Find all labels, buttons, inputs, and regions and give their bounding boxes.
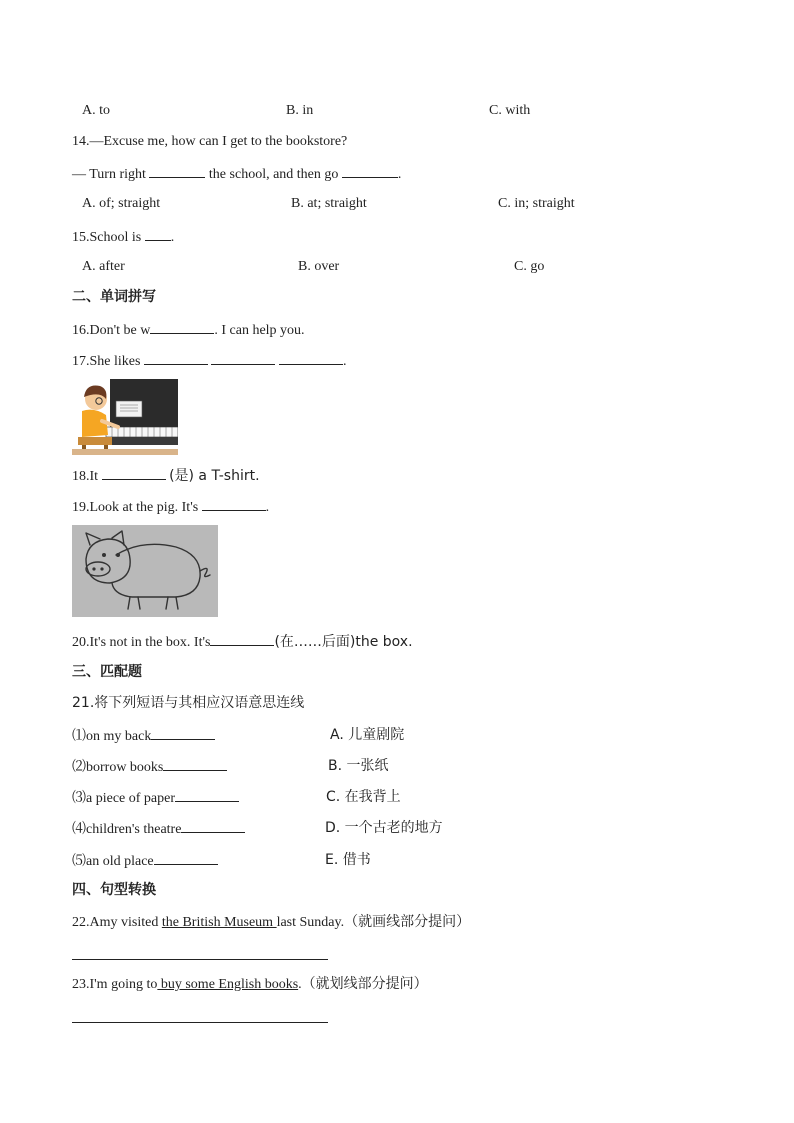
q23-note: （就划线部分提问） — [301, 976, 428, 992]
q14-option-a: A. of; straight — [82, 196, 161, 211]
q19-post: . — [265, 500, 270, 515]
q20-pre: 20.It's not in the box. It's — [72, 635, 211, 650]
q22-post: last Sunday. — [276, 915, 345, 930]
q15-stem — [72, 226, 174, 248]
q20-post: (在……后面)the box. — [274, 634, 413, 650]
q14-reply — [72, 163, 401, 185]
q17-blank-2 — [211, 350, 275, 365]
q22-underlined: the British Museum — [161, 915, 277, 930]
q13-option-b: B. in — [286, 103, 314, 118]
q23 — [72, 974, 428, 995]
q21-right-a: A. 儿童剧院 — [330, 727, 405, 743]
q21-right-d: D. 一个古老的地方 — [325, 820, 443, 836]
q22-note: （就画线部分提问） — [344, 914, 471, 930]
q19 — [72, 496, 269, 518]
q20-blank — [210, 631, 274, 646]
q13-option-c: C. with — [489, 103, 531, 118]
q21-left-2: ⑵borrow books — [72, 756, 227, 778]
q19-pre: 19.Look at the pig. It's — [72, 500, 199, 515]
q21-right-e: E. 借书 — [325, 852, 371, 868]
q16-post: . I can help you. — [214, 323, 305, 338]
section-3-title: 三、匹配题 — [72, 664, 142, 680]
q23-post: . — [298, 977, 302, 992]
q23-answer-line — [72, 1022, 328, 1023]
q17 — [72, 350, 346, 372]
q22-pre: 22.Amy visited — [72, 915, 162, 930]
q19-blank — [202, 496, 266, 511]
q21-right-b: B. 一张纸 — [328, 758, 389, 774]
piano-player-image — [72, 377, 178, 455]
q16 — [72, 319, 305, 341]
q18-post: (是) a T-shirt. — [169, 468, 260, 484]
q21-left-3: ⑶a piece of paper — [72, 787, 239, 809]
q17-pre: 17.She likes — [72, 354, 141, 369]
q13-option-a: A. to — [82, 103, 110, 118]
q14-stem: 14.—Excuse me, how can I get to the bookstore? — [72, 134, 348, 149]
q14-reply-pre: — Turn right — [72, 167, 146, 182]
q21-right-c: C. 在我背上 — [326, 789, 401, 805]
q14-reply-mid: the school, and then go — [208, 167, 339, 182]
section-4-title: 四、句型转换 — [72, 882, 156, 898]
section-2-title: 二、单词拼写 — [72, 289, 156, 305]
q17-blank-3 — [279, 350, 343, 365]
q15-stem-pre: 15.School is — [72, 230, 142, 245]
q15-option-a: A. after — [82, 259, 125, 274]
q21-left-1: ⑴on my back — [72, 725, 215, 747]
q15-blank — [145, 226, 171, 241]
q15-stem-end: . — [170, 230, 175, 245]
q17-post: . — [342, 354, 347, 369]
q16-pre: 16.Don't be w — [72, 323, 151, 338]
q18-blank — [102, 465, 166, 480]
q14-option-c: C. in; straight — [498, 196, 575, 211]
q14-option-b: B. at; straight — [291, 196, 367, 211]
q21-left-5: ⑸an old place — [72, 850, 218, 872]
q22 — [72, 912, 470, 933]
q23-underlined: buy some English books — [157, 977, 299, 992]
q17-blank-1 — [144, 350, 208, 365]
q20 — [72, 631, 413, 653]
q14-blank-2 — [342, 163, 398, 178]
pig-image — [72, 525, 218, 617]
q21-left-4: ⑷children's theatre — [72, 818, 245, 840]
q23-pre: 23.I'm going to — [72, 977, 158, 992]
q15-option-b: B. over — [298, 259, 340, 274]
q15-option-c: C. go — [514, 259, 545, 274]
q16-blank — [150, 319, 214, 334]
q21-stem: 21.将下列短语与其相应汉语意思连线 — [72, 695, 305, 711]
q22-answer-line — [72, 959, 328, 960]
q14-reply-end: . — [397, 167, 402, 182]
q18-pre: 18.It — [72, 469, 99, 484]
q14-blank-1 — [149, 163, 205, 178]
q18 — [72, 465, 260, 487]
